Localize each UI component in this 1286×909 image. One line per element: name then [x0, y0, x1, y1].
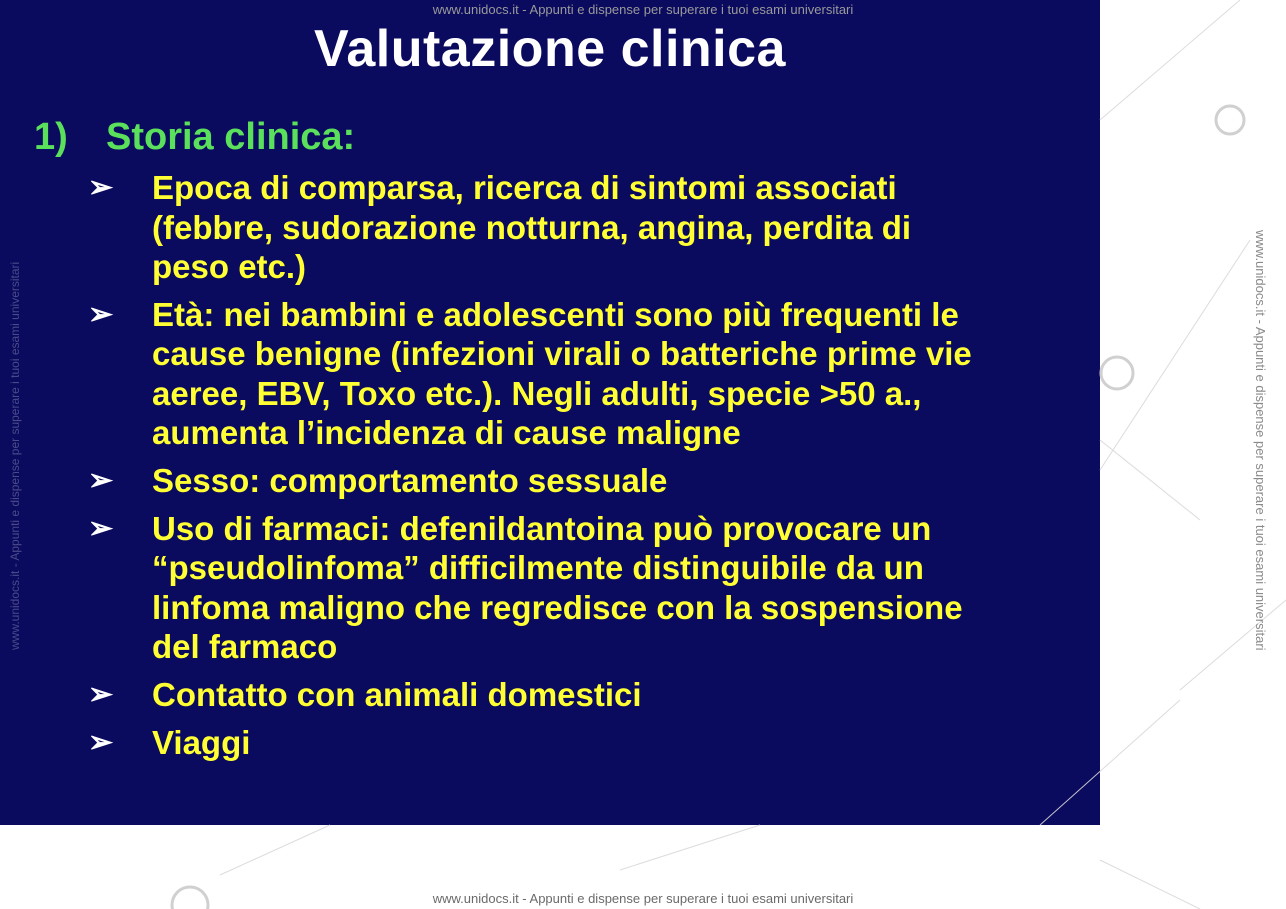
watermark-bottom: www.unidocs.it - Appunti e dispense per superare i tuoi esami universitari: [432, 891, 854, 906]
bullet-text: Epoca di comparsa, ricerca di sintomi associati (febbre, sudorazione notturna, angina, perdita di peso etc.): [152, 169, 912, 285]
arrow-bullet-icon: ➢: [88, 725, 114, 759]
bullet-text: Età: nei bambini e adolescenti sono più frequenti le cause benigne (infezioni virali o batteriche prime vie aeree, EBV, Toxo etc.). Negli adulti, specie >50 a., aumenta l’incidenza di cause maligne: [152, 295, 972, 451]
slide-title: Valutazione clinica: [314, 20, 786, 78]
bullet-text: Viaggi: [152, 723, 251, 761]
bullet-text: Contatto con animali domestici: [152, 675, 642, 713]
arrow-bullet-icon: ➢: [88, 171, 114, 204]
arrow-bullet-icon: ➢: [88, 297, 114, 331]
arrow-bullet-icon: ➢: [88, 511, 114, 545]
section-heading-label: Storia clinica:: [106, 116, 356, 158]
arrow-bullet-icon: ➢: [88, 677, 114, 711]
bullet-text: Sesso: comportamento sessuale: [152, 461, 668, 499]
section-number: 1): [34, 116, 68, 158]
arrow-bullet-icon: ➢: [88, 463, 114, 497]
watermark-left: www.unidocs.it - Appunti e dispense per superare i tuoi esami universitari: [8, 261, 22, 650]
bullet-text: Uso di farmaci: defenildantoina può provocare un “pseudolinfoma” difficilmente distinguibile da un linfoma maligno che regredisce con la sospensione del farmaco: [152, 509, 963, 665]
watermark-right: www.unidocs.it - Appunti e dispense per superare i tuoi esami universitari: [1253, 230, 1268, 651]
watermark-top: www.unidocs.it - Appunti e dispense per superare i tuoi esami universitari: [432, 2, 854, 17]
